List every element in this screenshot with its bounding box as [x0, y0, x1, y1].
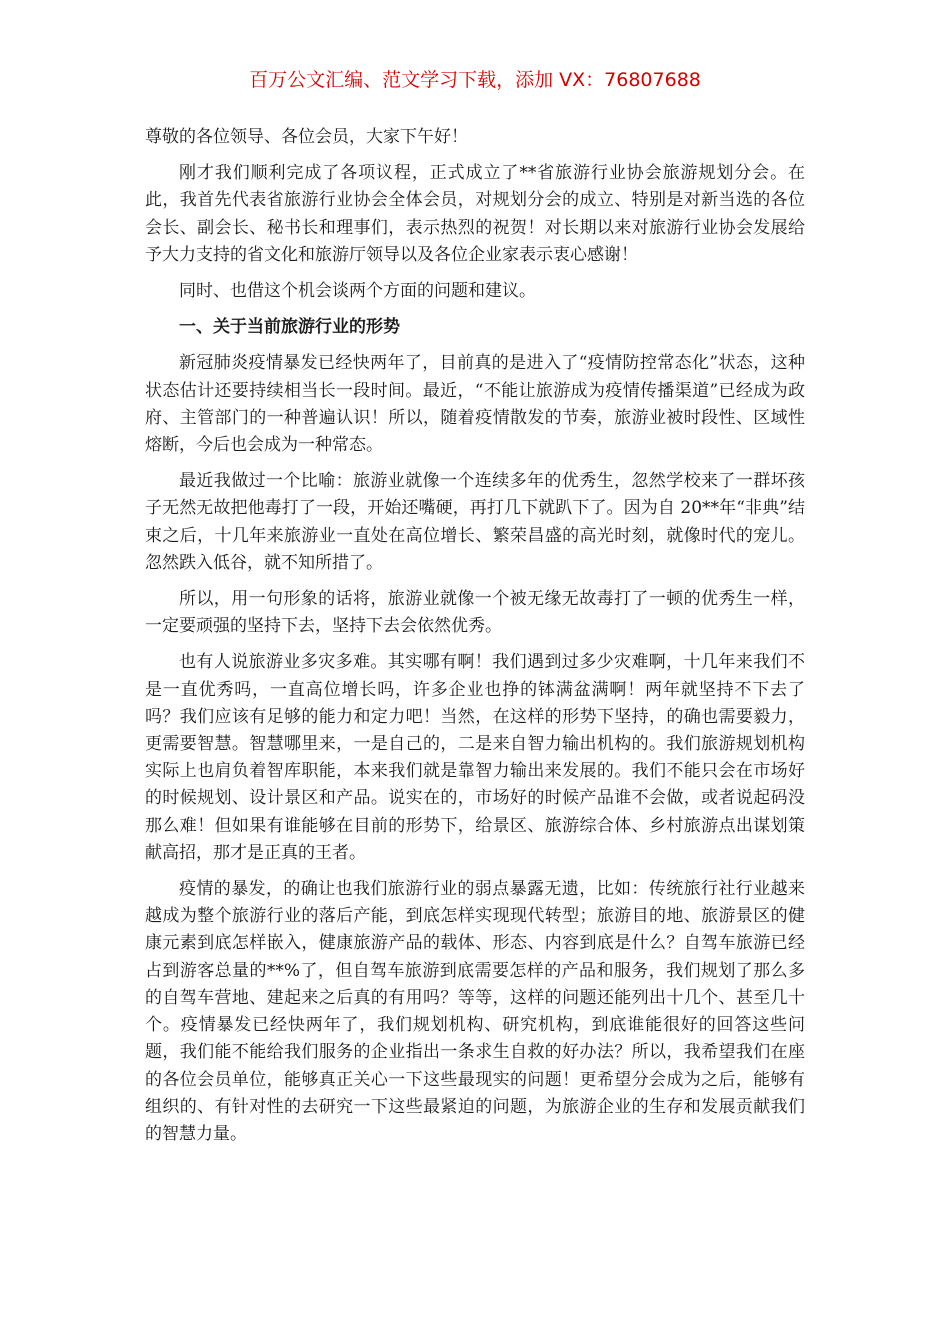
- paragraph-weaknesses: 疫情的暴发，的确让也我们旅游行业的弱点暴露无遗，比如：传统旅行社行业越来越成为整个旅游行业的落后产能，到底怎样实现现代转型；旅游目的地、旅游景区的健康元素到底怎样嵌入，健康旅游产品的载体、形态、内容到底是什么？自驾车旅游已经占到游客总量的**%了，但自驾车旅游到底需要怎样的产品和服务，我们规划了那么多的自驾车营地、建起来之后真的有用吗？等等，这样的问题还能列出十几个、甚至几十个。疫情暴发已经快两年了，我们规划机构、研究机构，到底谁能很好的回答这些问题，我们能不能给我们服务的企业指出一条求生自救的好办法？所以，我希望我们在座的各位会员单位，能够真正关心一下这些最现实的问题！更希望分会成为之后，能够有组织的、有针对性的去研究一下这些最紧迫的问题，为旅游企业的生存和发展贡献我们的智慧力量。: [145, 879, 805, 1144]
- paragraph-wisdom: 也有人说旅游业多灾多难。其实哪有啊！我们遇到过多少灾难啊，十几年来我们不是一直优秀吗，一直高位增长吗，许多企业也挣的钵满盆满啊！两年就坚持不下去了吗？我们应该有足够的能力和定力吧！当然，在这样的形势下坚持，的确也需要毅力，更需要智慧。智慧哪里来，一是自己的，二是来自智力输出机构的。我们旅游规划机构实际上也肩负着智库职能，本来我们就是靠智力输出来发展的。我们不能只会在市场好的时候规划、设计景区和产品。说实在的，市场好的时候产品谁不会做，或者说起码没那么难！但如果有谁能够在目前的形势下，给景区、旅游综合体、乡村旅游点出谋划策献高招，那才是正真的王者。: [145, 652, 805, 863]
- paragraph-intro: 刚才我们顺利完成了各项议程，正式成立了**省旅游行业协会旅游规划分会。在此，我首先代表省旅游行业协会全体会员，对规划分会的成立、特别是对新当选的各位会长、副会长、秘书长和理事们，表示热烈的祝贺！对长期以来对旅游行业协会发展给予大力支持的省文化和旅游厅领导以及各位企业家表示衷心感谢！: [145, 163, 805, 265]
- paragraph-topics: 同时、也借这个机会谈两个方面的问题和建议。: [179, 281, 536, 302]
- download-banner: 百万公文汇编、范文学习下载，添加 VX：76807688: [249, 69, 701, 91]
- paragraph-epidemic: 新冠肺炎疫情暴发已经快两年了，目前真的是进入了“疫情防控常态化”状态，这种状态估计还要持续相当长一段时间。最近，“不能让旅游成为疫情传播渠道”已经成为政府、主管部门的一种普遍认识！所以，随着疫情散发的节奏，旅游业被时段性、区域性熔断，今后也会成为一种常态。: [145, 353, 805, 456]
- section-heading: 一、关于当前旅游行业的形势: [179, 317, 400, 338]
- paragraph-metaphor: 最近我做过一个比喻：旅游业就像一个连续多年的优秀生，忽然学校来了一群坏孩子无然无故把他毒打了一段，开始还嘴硬，再打几下就趴下了。因为自 20**年“非典”结束之后，十几年来旅游业一直处在高位增长、繁荣昌盛的高光时刻，就像时代的宠儿。忽然跌入低谷，就不知所措了。: [145, 471, 805, 573]
- document-body: [145, 124, 805, 1157]
- paragraph-persist: 所以，用一句形象的话将，旅游业就像一个被无缘无故毒打了一顿的优秀生一样，一定要顽强的坚持下去，坚持下去会依然优秀。: [145, 589, 805, 637]
- salutation: 尊敬的各位领导、各位会员，大家下午好！: [145, 127, 468, 147]
